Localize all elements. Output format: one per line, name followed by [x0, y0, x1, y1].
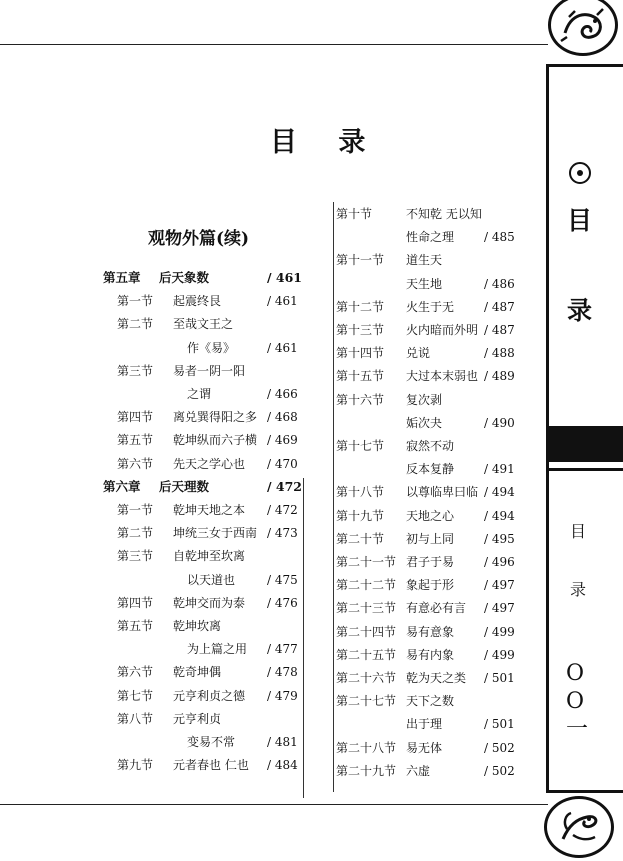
toc-right-column: [336, 204, 526, 779]
page-ref: / 494: [484, 485, 515, 500]
page-ref: / 494: [484, 508, 515, 523]
page-ref: / 485: [484, 230, 515, 245]
section-label: 第二节: [117, 317, 154, 332]
toc-row: [336, 227, 526, 247]
side-big-char-2: 录: [567, 296, 593, 325]
toc-row: [336, 761, 526, 781]
page-ref: / 486: [484, 276, 515, 291]
page-ref: / 502: [484, 763, 515, 778]
toc-row: [103, 616, 303, 636]
page-ref: / 461: [267, 270, 303, 285]
page-ref: / 488: [484, 346, 515, 361]
section-label: 第十九节: [336, 508, 385, 523]
section-label: 第二十四节: [336, 624, 397, 639]
section-label: 第二十三节: [336, 601, 397, 616]
section-title: 后天象数: [159, 270, 210, 285]
toc-row: [103, 500, 303, 520]
toc-row: [336, 366, 526, 386]
section-label: 第八节: [117, 711, 154, 726]
toc-row: [336, 436, 526, 456]
section-label: 第一节: [117, 503, 154, 517]
section-title: 反本复静: [406, 462, 455, 477]
section-label: 第十四节: [336, 346, 385, 361]
section-label: 第二十一节: [336, 555, 397, 569]
section-label: 第二十五节: [336, 647, 397, 662]
left-column-divider: [303, 478, 304, 798]
section-title: 离兑巽得阳之多: [173, 410, 258, 425]
toc-row: [336, 320, 526, 340]
section-title: 君子于易: [406, 555, 455, 569]
side-top-line: [546, 64, 623, 67]
section-label: 第十六节: [336, 392, 385, 407]
section-label: 第六节: [117, 456, 154, 471]
side-black-band: [546, 426, 623, 462]
section-label: 第十一节: [336, 253, 385, 268]
page-ref: / 502: [484, 740, 515, 755]
toc-row: [336, 413, 526, 433]
toc-row: [103, 686, 303, 706]
section-label: 第四节: [117, 410, 154, 425]
toc-row: [336, 390, 526, 410]
section-label: 第十节: [336, 207, 373, 221]
section-title: 乾坤交而为泰: [173, 595, 246, 610]
page-number-char-1: O: [566, 661, 585, 686]
toc-row: [103, 454, 303, 474]
section-label: 第七节: [117, 688, 154, 703]
page-ref: / 497: [484, 601, 515, 616]
section-title: 易有意象: [406, 624, 455, 639]
section-title: 变易不常: [187, 735, 236, 749]
section-label: 第五章: [103, 270, 141, 285]
section-label: 第六章: [103, 478, 141, 494]
page-ref: / 478: [267, 665, 298, 680]
toc-row: [103, 361, 303, 381]
toc-row: [103, 709, 303, 729]
section-title: 寂然不动: [406, 439, 455, 453]
section-label: 第三节: [117, 363, 154, 378]
page-ref: / 499: [484, 647, 515, 662]
toc-row: [103, 639, 303, 659]
section-title: 有意必有言: [406, 601, 467, 616]
page-ref: / 475: [267, 572, 298, 587]
page-ref: / 490: [484, 415, 515, 430]
section-title: 乾奇坤偶: [173, 665, 222, 680]
section-title: 元亨利贞之德: [173, 688, 246, 703]
section-title: 道生天: [406, 253, 443, 268]
page-number-char-3: 一: [566, 717, 589, 742]
section-label: 第二十节: [336, 531, 385, 546]
page-ref: / 468: [267, 410, 298, 425]
page-ref: / 499: [484, 624, 515, 639]
section-title: 至哉文王之: [173, 317, 234, 332]
page-ref: / 484: [267, 758, 298, 773]
section-title: 起震终艮: [173, 294, 222, 309]
toc-row: [336, 668, 526, 688]
page-ref: / 481: [267, 735, 298, 749]
section-label: 第二十六节: [336, 671, 397, 685]
section-title: 初与上同: [406, 531, 455, 546]
section-title: 姤次夬: [406, 415, 443, 430]
toc-row: [336, 738, 526, 758]
toc-row: [103, 291, 303, 311]
section-title: 易者一阴一阳: [173, 363, 246, 378]
part-title: 观物外篇(续): [148, 229, 250, 249]
section-label: 第五节: [117, 619, 154, 633]
toc-row: [103, 546, 303, 566]
toc-row: [336, 714, 526, 734]
toc-row: [336, 552, 526, 572]
page-ref: / 472: [267, 503, 298, 517]
toc-row: [103, 593, 303, 613]
section-label: 第五节: [117, 433, 154, 448]
toc-row: [336, 506, 526, 526]
page-ref: / 477: [267, 642, 298, 657]
toc-row: [336, 691, 526, 711]
toc-row: [336, 204, 526, 224]
toc-row: [336, 529, 526, 549]
page-ref: / 476: [267, 595, 298, 610]
toc-row: [336, 343, 526, 363]
phoenix-emblem-icon: [544, 796, 614, 858]
section-label: 第十八节: [336, 485, 385, 500]
toc-row: [103, 268, 303, 288]
toc-row: [336, 482, 526, 502]
section-label: 第九节: [117, 758, 154, 773]
page-ref: / 491: [484, 462, 515, 477]
toc-row: [103, 384, 303, 404]
side-small-char-1: 目: [570, 522, 587, 541]
section-label: 第二十二节: [336, 578, 397, 593]
section-title: 复次剥: [406, 392, 443, 407]
page-ref: / 501: [484, 717, 515, 732]
section-title: 为上篇之用: [187, 642, 248, 657]
page-ref: / 473: [267, 526, 298, 541]
section-title: 乾坤天地之本: [173, 503, 246, 517]
page-ref: / 466: [267, 387, 298, 401]
page-ref: / 487: [484, 299, 515, 314]
page-ref: / 501: [484, 671, 515, 685]
section-title: 乾为天之类: [406, 671, 467, 685]
page-title: 目 录: [270, 127, 382, 158]
dragon-emblem-icon: [548, 0, 618, 56]
bottom-rule: [0, 804, 548, 805]
section-title: 以天道也: [187, 572, 236, 587]
section-label: 第二节: [117, 526, 154, 541]
section-label: 第二十九节: [336, 763, 397, 778]
section-title: 作《易》: [187, 340, 236, 355]
page-ref: / 479: [267, 688, 298, 703]
section-title: 火生于无: [406, 299, 455, 314]
toc-row: [336, 645, 526, 665]
toc-row: [103, 477, 303, 497]
section-title: 后天理数: [159, 478, 210, 494]
section-title: 乾坤坎离: [173, 619, 222, 633]
page-ref: / 489: [484, 369, 515, 384]
section-title: 兑说: [406, 346, 431, 361]
page-number-char-2: O: [566, 689, 585, 714]
section-title: 六虚: [406, 763, 431, 778]
toc-row: [103, 570, 303, 590]
bullet-circle-icon: [569, 162, 591, 184]
toc-row: [103, 314, 303, 334]
toc-row: [336, 297, 526, 317]
page-ref: / 497: [484, 578, 515, 593]
page-ref: / 487: [484, 323, 515, 337]
section-title: 不知乾 无以知: [406, 207, 482, 221]
toc-row: [103, 338, 303, 358]
section-label: 第六节: [117, 665, 154, 680]
section-title: 自乾坤至坎离: [173, 549, 246, 564]
section-label: 第二十七节: [336, 694, 397, 709]
section-title: 易无体: [406, 740, 443, 755]
section-label: 第十二节: [336, 299, 385, 314]
page-ref: / 469: [267, 433, 298, 448]
toc-row: [336, 250, 526, 270]
section-label: 第四节: [117, 595, 154, 610]
section-title: 出于理: [406, 717, 443, 732]
section-title: 元者春也 仁也: [173, 758, 249, 773]
toc-row: [336, 598, 526, 618]
side-bottom-line: [546, 790, 623, 793]
section-title: 象起于形: [406, 578, 455, 593]
section-title: 先天之学心也: [173, 456, 246, 471]
section-title: 天下之数: [406, 694, 455, 709]
section-title: 大过本末弱也: [406, 369, 479, 384]
toc-row: [103, 523, 303, 543]
section-title: 性命之理: [406, 230, 455, 245]
toc-row: [103, 407, 303, 427]
section-title: 火内暗而外明: [406, 323, 479, 337]
toc-row: [103, 755, 303, 775]
right-column-divider: [333, 202, 334, 792]
section-label: 第三节: [117, 549, 154, 564]
toc-row: [336, 459, 526, 479]
toc-row: [103, 732, 303, 752]
toc-row: [103, 430, 303, 450]
section-title: 天地之心: [406, 508, 455, 523]
section-title: 元亨利贞: [173, 711, 222, 726]
side-big-char-1: 目: [567, 206, 593, 235]
section-label: 第十七节: [336, 439, 385, 453]
page-ref: / 472: [267, 478, 303, 494]
section-label: 第十五节: [336, 369, 385, 384]
section-title: 易有内象: [406, 647, 455, 662]
toc-row: [336, 575, 526, 595]
top-rule: [0, 44, 548, 45]
page-ref: / 461: [267, 294, 298, 309]
section-label: 第一节: [117, 294, 154, 309]
section-label: 第十三节: [336, 323, 385, 337]
toc-left-column: [103, 268, 303, 778]
section-title: 以尊临卑曰临: [406, 485, 479, 500]
toc-row: [336, 274, 526, 294]
section-title: 之谓: [187, 387, 212, 401]
section-title: 天生地: [406, 276, 443, 291]
side-thin-band: [546, 468, 623, 471]
section-title: 乾坤纵而六子横: [173, 433, 258, 448]
page-ref: / 461: [267, 340, 298, 355]
toc-row: [336, 622, 526, 642]
page-ref: / 470: [267, 456, 298, 471]
section-title: 坤统三女于西南: [173, 526, 258, 541]
toc-row: [103, 662, 303, 682]
page-ref: / 496: [484, 555, 515, 569]
section-label: 第二十八节: [336, 740, 397, 755]
page-ref: / 495: [484, 531, 515, 546]
side-small-char-2: 录: [570, 580, 587, 599]
